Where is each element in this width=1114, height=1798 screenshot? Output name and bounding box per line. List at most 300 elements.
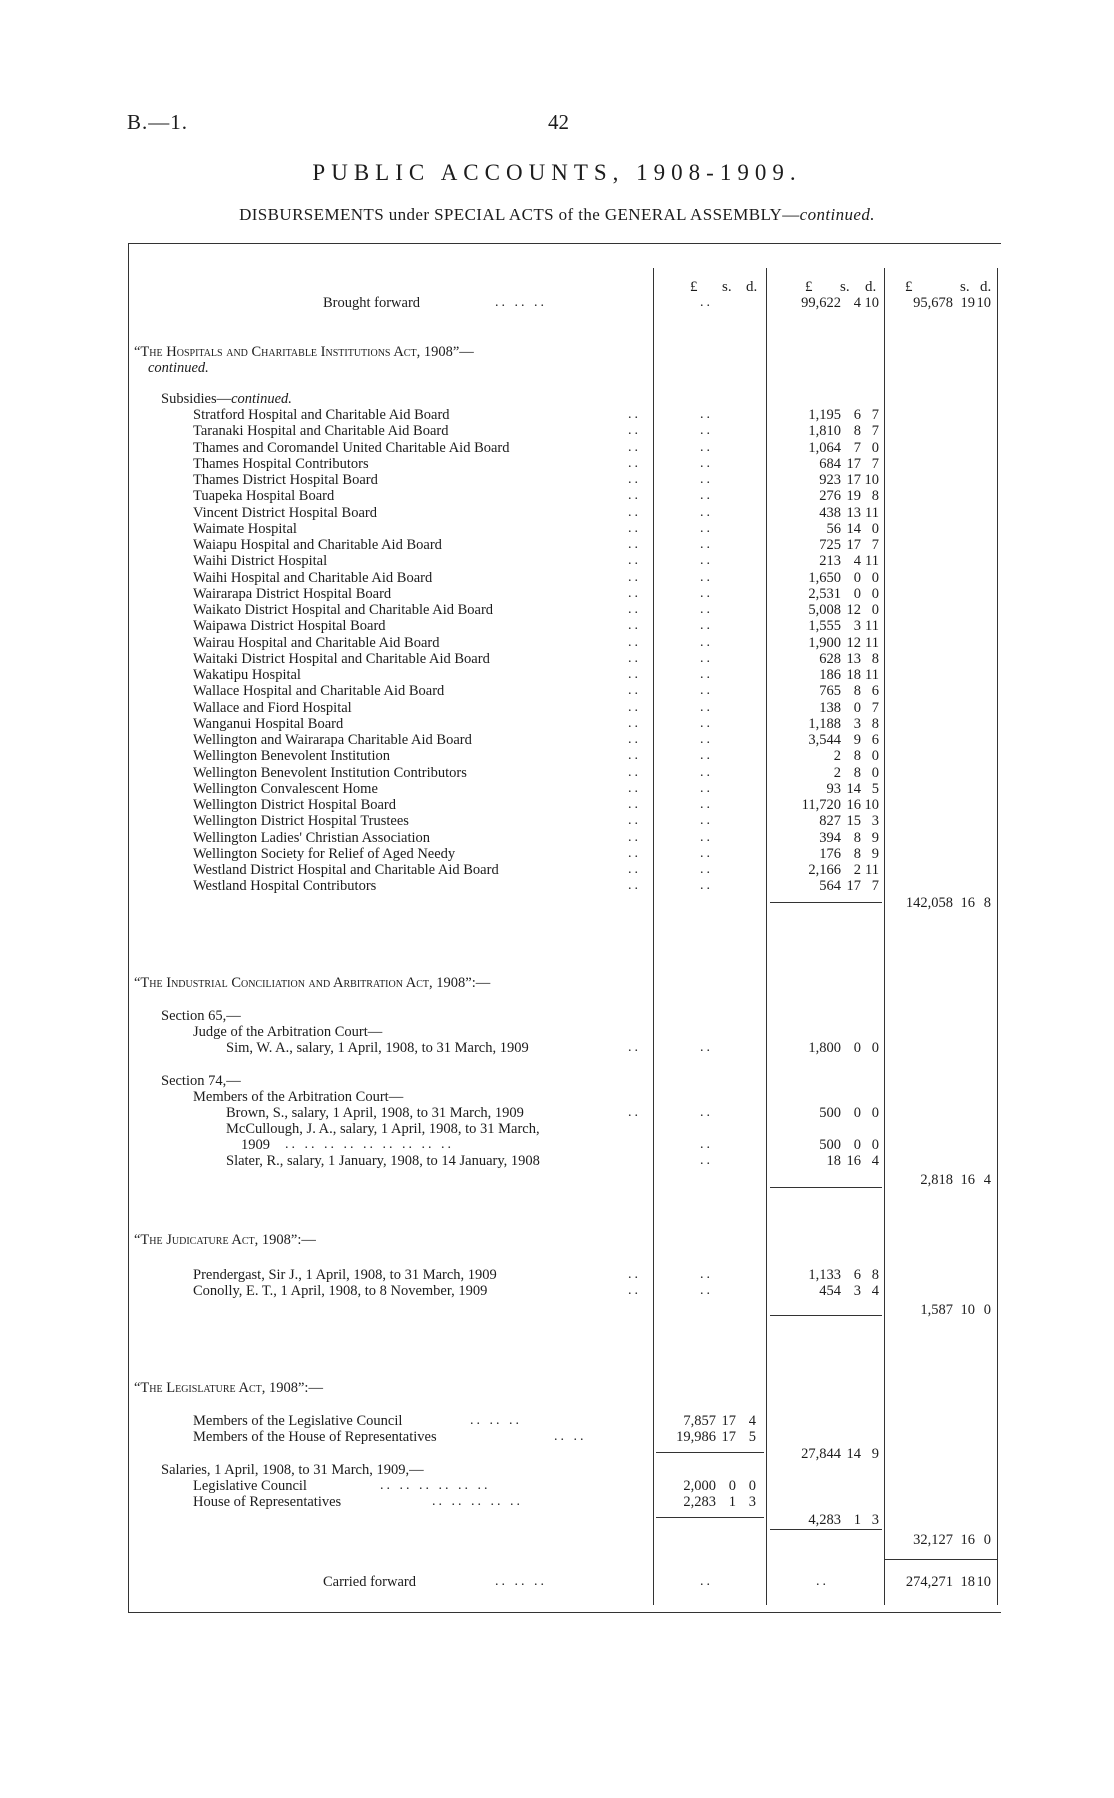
hospital-pence: 6 bbox=[871, 683, 879, 699]
table-bottom-rule bbox=[128, 1612, 1001, 1613]
hospital-name: Wellington Ladies' Christian Association bbox=[193, 830, 431, 846]
judicature-subtotal-rule bbox=[770, 1315, 882, 1316]
hospital-pence: 0 bbox=[871, 440, 879, 456]
carried-forward-label: Carried forward bbox=[323, 1574, 416, 1590]
hospital-row-leader: .. bbox=[628, 635, 641, 650]
hospital-row-leader: .. bbox=[628, 830, 641, 845]
hospital-name: Vincent District Hospital Board bbox=[193, 505, 377, 521]
hospital-pounds: 2,166 bbox=[808, 862, 841, 878]
leg-council-entry: Legislative Council bbox=[193, 1478, 307, 1494]
hospital-name: Wellington Society for Relief of Aged Needy bbox=[193, 846, 456, 862]
hospital-name: Waihi District Hospital bbox=[193, 553, 328, 569]
hospital-name: Wanganui Hospital Board bbox=[193, 716, 344, 732]
carried-forward-col2: .. bbox=[816, 1574, 829, 1589]
council-shillings: 17 bbox=[721, 1413, 736, 1429]
hospital-pence: 8 bbox=[871, 651, 879, 667]
carried-forward-col1: .. bbox=[700, 1574, 713, 1589]
hospital-shillings: 14 bbox=[846, 521, 861, 537]
subsidies-heading bbox=[161, 391, 292, 407]
prendergast-pounds: 1,133 bbox=[808, 1267, 841, 1283]
hospital-shillings: 8 bbox=[853, 748, 861, 764]
hospital-name: Thames District Hospital Board bbox=[193, 472, 378, 488]
hospital-name: Waiapu Hospital and Charitable Aid Board bbox=[193, 537, 442, 553]
hospital-pounds: 2 bbox=[833, 748, 841, 764]
hospital-row-col1-dots: .. bbox=[700, 570, 713, 585]
hospital-shillings: 0 bbox=[853, 700, 861, 716]
page-title: PUBLIC ACCOUNTS, 1908-1909. bbox=[312, 160, 802, 185]
hospital-shillings: 14 bbox=[846, 781, 861, 797]
hospital-pounds: 564 bbox=[819, 878, 841, 894]
hospital-row-col1-dots: .. bbox=[700, 683, 713, 698]
hospital-row-leader: .. bbox=[628, 846, 641, 861]
hospital-name: Thames Hospital Contributors bbox=[193, 456, 369, 472]
hospital-name: Tuapeka Hospital Board bbox=[193, 488, 335, 504]
reps-pence: 5 bbox=[748, 1429, 756, 1445]
hospital-row-leader: .. bbox=[628, 716, 641, 731]
hospital-row-col1-dots: .. bbox=[700, 472, 713, 487]
hospital-name: Wellington District Hospital Board bbox=[193, 797, 397, 813]
table-left-rule bbox=[128, 243, 129, 1612]
members-subtotal-pence: 9 bbox=[871, 1446, 879, 1462]
salaries-subtotal-pence: 3 bbox=[871, 1512, 879, 1528]
hospital-shillings: 0 bbox=[853, 570, 861, 586]
hospital-row-leader: .. bbox=[628, 440, 641, 455]
hospital-pounds: 93 bbox=[826, 781, 841, 797]
prendergast-shillings: 6 bbox=[853, 1267, 861, 1283]
hospital-row-col1-dots: .. bbox=[700, 830, 713, 845]
hospital-shillings: 12 bbox=[846, 602, 861, 618]
legislature-total-pence: 0 bbox=[983, 1532, 991, 1548]
judicature-total-shillings: 10 bbox=[960, 1302, 975, 1318]
column-divider-2 bbox=[766, 268, 767, 1605]
brought-forward-col2-shillings: 4 bbox=[853, 295, 861, 311]
hospital-shillings: 8 bbox=[853, 683, 861, 699]
hospital-row-col1-dots: .. bbox=[700, 781, 713, 796]
council-entry: Members of the Legislative Council bbox=[193, 1413, 403, 1429]
hospital-row-leader: .. bbox=[628, 748, 641, 763]
conolly-col1-dots: .. bbox=[700, 1283, 713, 1298]
hospital-name: Westland District Hospital and Charitable Aid Board bbox=[193, 862, 499, 878]
hospital-row-col1-dots: .. bbox=[700, 456, 713, 471]
hospital-pence: 7 bbox=[871, 700, 879, 716]
hospital-shillings: 6 bbox=[853, 407, 861, 423]
hospital-row-col1-dots: .. bbox=[700, 651, 713, 666]
hospital-pounds: 56 bbox=[826, 521, 841, 537]
carried-forward-leader: .. .. .. bbox=[495, 1574, 547, 1589]
hospital-name: Wellington and Wairarapa Charitable Aid Board bbox=[193, 732, 472, 748]
col2-shilling-header: s. bbox=[840, 279, 850, 295]
mccullough-entry-year: 1909 bbox=[241, 1137, 270, 1153]
hospital-pence: 3 bbox=[871, 813, 879, 829]
hospital-row-leader: .. bbox=[628, 878, 641, 893]
hospitals-total-pounds: 142,058 bbox=[905, 895, 953, 911]
hospital-pence: 0 bbox=[871, 748, 879, 764]
mccullough-pounds: 500 bbox=[819, 1137, 841, 1153]
legislature-subtotal-rule bbox=[770, 1529, 882, 1530]
reps-entry: Members of the House of Representatives bbox=[193, 1429, 437, 1445]
hospital-row-leader: .. bbox=[628, 797, 641, 812]
council-leader: .. .. .. bbox=[470, 1413, 522, 1428]
table-top-rule bbox=[128, 243, 1001, 244]
hospital-row-col1-dots: .. bbox=[700, 423, 713, 438]
members-subtotal-pounds: 27,844 bbox=[801, 1446, 841, 1462]
prendergast-leader: .. bbox=[628, 1267, 641, 1282]
members-subtotal-shillings: 14 bbox=[846, 1446, 861, 1462]
judicature-total-pence: 0 bbox=[983, 1302, 991, 1318]
hospital-row-col1-dots: .. bbox=[700, 878, 713, 893]
judicature-heading: “The Judicature Act, 1908”:— bbox=[134, 1232, 316, 1248]
hospital-name: Wellington District Hospital Trustees bbox=[193, 813, 409, 829]
hospital-pounds: 1,064 bbox=[808, 440, 841, 456]
carried-forward-pence: 10 bbox=[976, 1574, 991, 1590]
prendergast-pence: 8 bbox=[871, 1267, 879, 1283]
hospital-pounds: 438 bbox=[819, 505, 841, 521]
salaries-subtotal-pounds: 4,283 bbox=[808, 1512, 841, 1528]
industrial-total-pounds: 2,818 bbox=[920, 1172, 953, 1188]
hospital-shillings: 12 bbox=[846, 635, 861, 651]
brought-forward-col2-pence: 10 bbox=[864, 295, 879, 311]
hospital-pence: 10 bbox=[864, 797, 879, 813]
hospital-name: Wairau Hospital and Charitable Aid Board bbox=[193, 635, 440, 651]
hospital-pence: 0 bbox=[871, 570, 879, 586]
hospital-shillings: 17 bbox=[846, 878, 861, 894]
subtitle-main: DISBURSEMENTS under SPECIAL ACTS of the GENERAL ASSEMBLY— bbox=[239, 205, 800, 224]
judicature-total-pounds: 1,587 bbox=[920, 1302, 953, 1318]
hospital-row-leader: .. bbox=[628, 488, 641, 503]
house-leader: .. .. .. .. .. bbox=[432, 1494, 523, 1509]
hospital-shillings: 2 bbox=[853, 862, 861, 878]
page-number: 42 bbox=[548, 110, 569, 134]
house-entry: House of Representatives bbox=[193, 1494, 342, 1510]
brought-forward-label bbox=[323, 295, 420, 311]
sim-pence: 0 bbox=[871, 1040, 879, 1056]
hospital-row-col1-dots: .. bbox=[700, 618, 713, 633]
carried-forward-pounds: 274,271 bbox=[905, 1574, 953, 1590]
hospital-row-col1-dots: .. bbox=[700, 748, 713, 763]
hospital-pounds: 3,544 bbox=[808, 732, 841, 748]
house-pence: 3 bbox=[748, 1494, 756, 1510]
house-shillings: 1 bbox=[728, 1494, 736, 1510]
hospital-name: Wellington Benevolent Institution bbox=[193, 748, 390, 764]
col1-shilling-header: s. bbox=[722, 279, 732, 295]
hospital-name: Wellington Benevolent Institution Contributors bbox=[193, 765, 467, 781]
hospital-pounds: 138 bbox=[819, 700, 841, 716]
mccullough-pence: 0 bbox=[871, 1137, 879, 1153]
hospitals-heading: “The Hospitals and Charitable Institutions Act, 1908”— bbox=[134, 344, 474, 360]
hospital-pounds: 923 bbox=[819, 472, 841, 488]
hospital-pence: 7 bbox=[871, 878, 879, 894]
col3-pence-header: d. bbox=[980, 279, 992, 295]
brought-forward-text: Brought forward bbox=[323, 295, 421, 311]
hospital-name: Westland Hospital Contributors bbox=[193, 878, 377, 894]
hospital-row-col1-dots: .. bbox=[700, 407, 713, 422]
hospital-pounds: 394 bbox=[819, 830, 841, 846]
hospital-row-col1-dots: .. bbox=[700, 602, 713, 617]
sim-shillings: 0 bbox=[853, 1040, 861, 1056]
judge-heading: Judge of the Arbitration Court— bbox=[193, 1024, 383, 1040]
hospital-row-col1-dots: .. bbox=[700, 797, 713, 812]
brown-leader: .. bbox=[628, 1105, 641, 1120]
hospital-name: Stratford Hospital and Charitable Aid Board bbox=[193, 407, 450, 423]
hospital-shillings: 8 bbox=[853, 765, 861, 781]
hospital-pounds: 1,650 bbox=[808, 570, 841, 586]
hospitals-total-shillings: 16 bbox=[960, 895, 975, 911]
hospital-shillings: 19 bbox=[846, 488, 861, 504]
legislature-heading: “The Legislature Act, 1908”:— bbox=[134, 1380, 323, 1396]
hospital-row-leader: .. bbox=[628, 570, 641, 585]
leg-council-pence: 0 bbox=[748, 1478, 756, 1494]
hospital-pence: 0 bbox=[871, 521, 879, 537]
sim-col1-dots: .. bbox=[700, 1040, 713, 1055]
hospital-pounds: 1,555 bbox=[808, 618, 841, 634]
hospital-pence: 10 bbox=[864, 472, 879, 488]
hospitals-subtotal-rule bbox=[770, 902, 882, 903]
column-divider-3 bbox=[884, 268, 885, 1605]
hospital-row-leader: .. bbox=[628, 813, 641, 828]
hospital-row-leader: .. bbox=[628, 781, 641, 796]
industrial-total-shillings: 16 bbox=[960, 1172, 975, 1188]
hospital-row-col1-dots: .. bbox=[700, 862, 713, 877]
hospital-row-col1-dots: .. bbox=[700, 553, 713, 568]
hospital-row-leader: .. bbox=[628, 651, 641, 666]
hospital-row-col1-dots: .. bbox=[700, 537, 713, 552]
hospital-name: Waitaki District Hospital and Charitable Aid Board bbox=[193, 651, 490, 667]
conolly-shillings: 3 bbox=[853, 1283, 861, 1299]
hospital-pounds: 1,188 bbox=[808, 716, 841, 732]
brown-shillings: 0 bbox=[853, 1105, 861, 1121]
hospital-row-leader: .. bbox=[628, 521, 641, 536]
hospital-row-col1-dots: .. bbox=[700, 521, 713, 536]
hospital-pence: 8 bbox=[871, 716, 879, 732]
hospital-name: Taranaki Hospital and Charitable Aid Board bbox=[193, 423, 449, 439]
hospital-row-col1-dots: .. bbox=[700, 765, 713, 780]
hospital-row-leader: .. bbox=[628, 862, 641, 877]
hospital-shillings: 17 bbox=[846, 472, 861, 488]
conolly-entry: Conolly, E. T., 1 April, 1908, to 8 November, 1909 bbox=[193, 1283, 488, 1299]
hospital-shillings: 13 bbox=[846, 505, 861, 521]
hospital-row-leader: .. bbox=[628, 505, 641, 520]
hospital-name: Waimate Hospital bbox=[193, 521, 297, 537]
brown-pence: 0 bbox=[871, 1105, 879, 1121]
slater-entry: Slater, R., salary, 1 January, 1908, to 14 January, 1908 bbox=[226, 1153, 540, 1169]
slater-pounds: 18 bbox=[826, 1153, 841, 1169]
brought-forward-col3-pence: 10 bbox=[976, 295, 991, 311]
hospital-pounds: 827 bbox=[819, 813, 841, 829]
slater-col1-dots: .. bbox=[700, 1153, 713, 1168]
brown-col1-dots: .. bbox=[700, 1105, 713, 1120]
hospital-shillings: 9 bbox=[853, 732, 861, 748]
document-reference: B.—1. bbox=[127, 110, 189, 134]
hospital-shillings: 18 bbox=[846, 667, 861, 683]
col3-shilling-header: s. bbox=[960, 279, 970, 295]
hospital-pounds: 628 bbox=[819, 651, 841, 667]
prendergast-entry: Prendergast, Sir J., 1 April, 1908, to 31 March, 1909 bbox=[193, 1267, 497, 1283]
section-74: Section 74,— bbox=[161, 1073, 241, 1089]
hospital-shillings: 8 bbox=[853, 423, 861, 439]
members-subtotal-rule bbox=[656, 1452, 764, 1453]
industrial-heading: “The Industrial Conciliation and Arbitration Act, 1908”:— bbox=[134, 975, 491, 991]
hospital-shillings: 8 bbox=[853, 846, 861, 862]
mccullough-entry: McCullough, J. A., salary, 1 April, 1908, to 31 March, bbox=[226, 1121, 540, 1137]
hospital-pence: 7 bbox=[871, 407, 879, 423]
hospital-pence: 11 bbox=[865, 618, 879, 634]
hospital-name: Wellington Convalescent Home bbox=[193, 781, 378, 797]
hospital-pounds: 765 bbox=[819, 683, 841, 699]
hospital-shillings: 3 bbox=[853, 716, 861, 732]
hospital-pence: 9 bbox=[871, 830, 879, 846]
col2-pound-header: £ bbox=[805, 279, 813, 295]
sim-leader: .. bbox=[628, 1040, 641, 1055]
page-subtitle bbox=[0, 205, 1114, 225]
col3-pound-header: £ bbox=[905, 279, 913, 295]
salaries-subtotal-rule bbox=[656, 1517, 764, 1518]
hospital-pounds: 2 bbox=[833, 765, 841, 781]
council-pounds: 7,857 bbox=[683, 1413, 716, 1429]
hospital-pounds: 11,720 bbox=[801, 797, 841, 813]
hospital-pence: 7 bbox=[871, 456, 879, 472]
hospital-row-leader: .. bbox=[628, 683, 641, 698]
hospital-pence: 0 bbox=[871, 765, 879, 781]
subsidies-label: Subsidies— bbox=[161, 391, 232, 407]
subsidies-continued: continued. bbox=[231, 391, 292, 407]
hospital-pence: 9 bbox=[871, 846, 879, 862]
prendergast-col1-dots: .. bbox=[700, 1267, 713, 1282]
industrial-subtotal-rule bbox=[770, 1187, 882, 1188]
hospital-pounds: 213 bbox=[819, 553, 841, 569]
hospital-shillings: 17 bbox=[846, 456, 861, 472]
brown-entry: Brown, S., salary, 1 April, 1908, to 31 March, 1909 bbox=[226, 1105, 524, 1121]
hospital-name: Waikato District Hospital and Charitable Aid Board bbox=[193, 602, 494, 618]
brown-pounds: 500 bbox=[819, 1105, 841, 1121]
conolly-pounds: 454 bbox=[819, 1283, 841, 1299]
salaries-subtotal-shillings: 1 bbox=[853, 1512, 861, 1528]
hospital-name: Wallace and Fiord Hospital bbox=[193, 700, 352, 716]
hospital-row-col1-dots: .. bbox=[700, 635, 713, 650]
hospital-name: Waihi Hospital and Charitable Aid Board bbox=[193, 570, 433, 586]
hospital-row-col1-dots: .. bbox=[700, 586, 713, 601]
hospital-row-leader: .. bbox=[628, 586, 641, 601]
leg-council-leader: .. .. .. .. .. .. bbox=[380, 1478, 491, 1493]
leg-council-shillings: 0 bbox=[728, 1478, 736, 1494]
council-pence: 4 bbox=[748, 1413, 756, 1429]
hospital-row-col1-dots: .. bbox=[700, 505, 713, 520]
brought-forward-col3-pounds: 95,678 bbox=[913, 295, 953, 311]
hospital-pence: 11 bbox=[865, 505, 879, 521]
carried-forward-shillings: 18 bbox=[960, 1574, 975, 1590]
hospital-pence: 5 bbox=[871, 781, 879, 797]
brought-forward-leader: .. .. .. bbox=[495, 295, 547, 310]
hospital-shillings: 8 bbox=[853, 830, 861, 846]
carried-forward-rule bbox=[884, 1559, 997, 1560]
hospitals-total-pence: 8 bbox=[983, 895, 991, 911]
reps-pounds: 19,986 bbox=[676, 1429, 716, 1445]
leg-council-pounds: 2,000 bbox=[683, 1478, 716, 1494]
hospitals-heading-continued: continued. bbox=[148, 360, 209, 376]
hospital-pence: 0 bbox=[871, 586, 879, 602]
hospital-pounds: 1,900 bbox=[808, 635, 841, 651]
hospital-row-leader: .. bbox=[628, 407, 641, 422]
section-65: Section 65,— bbox=[161, 1008, 241, 1024]
hospital-row-col1-dots: .. bbox=[700, 846, 713, 861]
hospital-row-col1-dots: .. bbox=[700, 488, 713, 503]
hospital-row-leader: .. bbox=[628, 472, 641, 487]
hospital-pounds: 1,810 bbox=[808, 423, 841, 439]
hospital-pence: 11 bbox=[865, 635, 879, 651]
legislature-total-shillings: 16 bbox=[960, 1532, 975, 1548]
hospital-pence: 7 bbox=[871, 423, 879, 439]
sim-pounds: 1,800 bbox=[808, 1040, 841, 1056]
hospital-pounds: 5,008 bbox=[808, 602, 841, 618]
legislature-total-pounds: 32,127 bbox=[913, 1532, 953, 1548]
conolly-leader: .. bbox=[628, 1283, 641, 1298]
hospital-name: Wairarapa District Hospital Board bbox=[193, 586, 392, 602]
hospital-row-leader: .. bbox=[628, 732, 641, 747]
hospital-row-leader: .. bbox=[628, 618, 641, 633]
subtitle-continued: continued. bbox=[799, 205, 875, 224]
slater-shillings: 16 bbox=[846, 1153, 861, 1169]
hospital-row-leader: .. bbox=[628, 602, 641, 617]
salaries-heading: Salaries, 1 April, 1908, to 31 March, 1909,— bbox=[161, 1462, 424, 1478]
hospital-pence: 11 bbox=[865, 667, 879, 683]
brought-forward-col3-shillings: 19 bbox=[960, 295, 975, 311]
mccullough-leader: .. .. .. .. .. .. .. .. .. bbox=[285, 1137, 454, 1152]
hospital-row-col1-dots: .. bbox=[700, 700, 713, 715]
col1-pound-header: £ bbox=[690, 279, 698, 295]
hospital-shillings: 13 bbox=[846, 651, 861, 667]
hospital-shillings: 7 bbox=[853, 440, 861, 456]
hospital-pence: 0 bbox=[871, 602, 879, 618]
reps-shillings: 17 bbox=[721, 1429, 736, 1445]
hospital-name: Wallace Hospital and Charitable Aid Board bbox=[193, 683, 445, 699]
column-divider-4 bbox=[997, 268, 998, 1605]
hospital-row-leader: .. bbox=[628, 765, 641, 780]
hospital-shillings: 16 bbox=[846, 797, 861, 813]
hospital-shillings: 3 bbox=[853, 618, 861, 634]
mccullough-col1-dots: .. bbox=[700, 1137, 713, 1152]
hospital-pounds: 684 bbox=[819, 456, 841, 472]
hospital-shillings: 15 bbox=[846, 813, 861, 829]
hospital-name: Waipawa District Hospital Board bbox=[193, 618, 386, 634]
hospital-row-leader: .. bbox=[628, 423, 641, 438]
hospital-name: Thames and Coromandel United Charitable Aid Board bbox=[193, 440, 510, 456]
hospital-row-leader: .. bbox=[628, 700, 641, 715]
hospital-pounds: 276 bbox=[819, 488, 841, 504]
reps-leader: .. .. bbox=[554, 1429, 587, 1444]
members-heading: Members of the Arbitration Court— bbox=[193, 1089, 404, 1105]
hospital-shillings: 0 bbox=[853, 586, 861, 602]
hospital-pounds: 1,195 bbox=[808, 407, 841, 423]
hospital-name: Wakatipu Hospital bbox=[193, 667, 301, 683]
hospital-pence: 11 bbox=[865, 553, 879, 569]
hospital-row-col1-dots: .. bbox=[700, 716, 713, 731]
col1-pence-header: d. bbox=[746, 279, 758, 295]
hospital-pence: 7 bbox=[871, 537, 879, 553]
hospital-pence: 8 bbox=[871, 488, 879, 504]
hospital-shillings: 17 bbox=[846, 537, 861, 553]
hospital-row-leader: .. bbox=[628, 553, 641, 568]
conolly-pence: 4 bbox=[871, 1283, 879, 1299]
mccullough-shillings: 0 bbox=[853, 1137, 861, 1153]
sim-entry: Sim, W. A., salary, 1 April, 1908, to 31 March, 1909 bbox=[226, 1040, 529, 1056]
hospital-pence: 6 bbox=[871, 732, 879, 748]
column-divider-1 bbox=[653, 268, 654, 1605]
hospital-row-col1-dots: .. bbox=[700, 732, 713, 747]
hospital-row-leader: .. bbox=[628, 537, 641, 552]
house-pounds: 2,283 bbox=[683, 1494, 716, 1510]
hospital-row-col1-dots: .. bbox=[700, 813, 713, 828]
hospital-shillings: 4 bbox=[853, 553, 861, 569]
hospital-pounds: 176 bbox=[819, 846, 841, 862]
